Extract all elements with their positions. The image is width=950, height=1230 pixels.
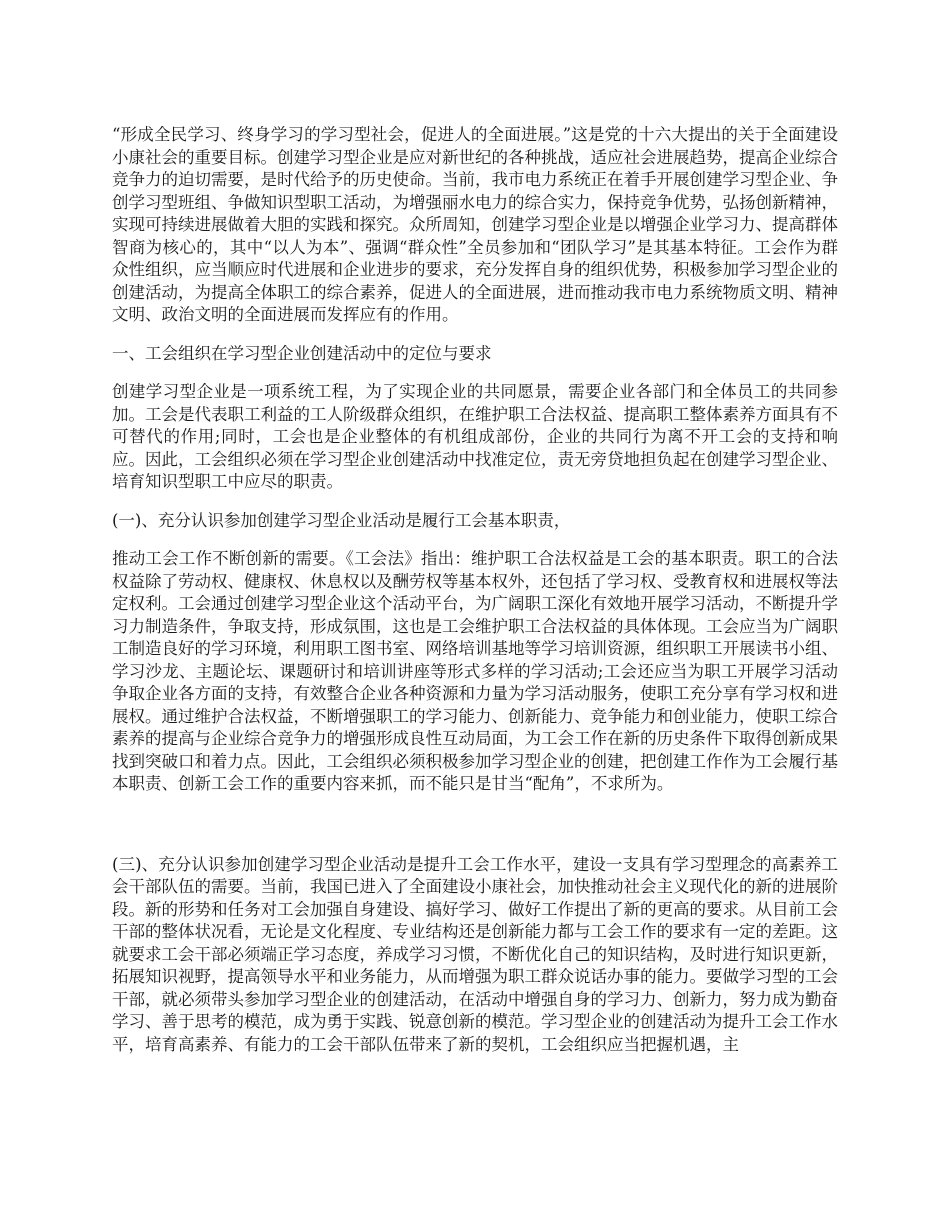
- section-1-heading: 一、工会组织在学习型企业创建活动中的定位与要求: [112, 343, 492, 363]
- subsection-1-paragraph: 推动工会工作不断创新的需要。《工会法》指出：维护职工合法权益是工会的基本职责。职工的合法权益除了劳动权、健康权、休息权以及酬劳权等基本权外，还包括了学习权、受教育权和进展权等法定权利。工会通过创建学习型企业这个活动平台，为广阔职工深化有效地开展学习活动，不断提升学习力制造条件，争取支持，形成氛围，这也是工会维护职工合法权益的具体体现。工会应当为广阔职工制造良好的学习环境，利用职工图书室、网络培训基地等学习培训资源，组织职工开展读书小组、学习沙龙、主题论坛、课题研讨和培训讲座等形式多样的学习活动;工会还应当为职工开展学习活动争取企业各方面的支持，有效整合企业各种资源和力量为学习活动服务，使职工充分享有学习权和进展权。通过维护合法权益，不断增强职工的学习能力、创新能力、竞争能力和创业能力，使职工综合素养的提高与企业综合竞争力的增强形成良性互动局面，为工会工作在新的历史条件下取得创新成果找到突破口和着力点。因此，工会组织必须积极参加学习型企业的创建，把创建工作作为工会履行基本职责、创新工会工作的重要内容来抓，而不能只是甘当“配角”，不求所为。: [112, 549, 838, 793]
- intro-paragraph: “形成全民学习、终身学习的学习型社会，促进人的全面进展。”这是党的十六大提出的关于全面建设小康社会的重要目标。创建学习型企业是应对新世纪的各种挑战，适应社会进展趋势，提高企业综合竞争力的迫切需要，是时代给予的历史使命。当前，我市电力系统正在着手开展创建学习型企业、争创学习型班组、争做知识型职工活动，为增强丽水电力的综合实力，保持竞争优势，弘扬创新精神，实现可持续进展做着大胆的实践和探究。众所周知，创建学习型企业是以增强企业学习力、提高群体智商为核心的，其中“以人为本”、强调“群众性”全员参加和“团队学习”是其基本特征。工会作为群众性组织，应当顺应时代进展和企业进步的要求，充分发挥自身的组织优势，积极参加学习型企业的创建活动，为提高全体职工的综合素养，促进人的全面进展，进而推动我市电力系统物质文明、精神文明、政治文明的全面进展而发挥应有的作用。: [112, 125, 838, 324]
- document-page: [112, 124, 838, 1072]
- section-1-paragraph: 创建学习型企业是一项系统工程，为了实现企业的共同愿景，需要企业各部门和全体员工的共同参加。工会是代表职工利益的工人阶级群众组织，在维护职工合法权益、提高职工整体素养方面具有不可替代的作用;同时，工会也是企业整体的有机组成部份，企业的共同行为离不开工会的支持和响应。因此，工会组织必须在学习型企业创建活动中找准定位，责无旁贷地担负起在创建学习型企业、培育知识型职工中应尽的职责。: [112, 382, 838, 491]
- subsection-1-heading: (一)、充分认识参加创建学习型企业活动是履行工会基本职责，: [112, 510, 571, 530]
- subsection-3-paragraph: (三)、充分认识参加创建学习型企业活动是提升工会工作水平，建设一支具有学习型理念的高素养工会干部队伍的需要。当前，我国已进入了全面建设小康社会，加快推动社会主义现代化的新的进展阶段。新的形势和任务对工会加强自身建设、搞好学习、做好工作提出了新的更高的要求。从目前工会干部的整体状况看，无论是文化程度、专业结构还是创新能力都与工会工作的要求有一定的差距。这就要求工会干部必须端正学习态度，养成学习习惯，不断优化自己的知识结构，及时进行知识更新，拓展知识视野，提高领导水平和业务能力，从而增强为职工群众说话办事的能力。要做学习型的工会干部，就必须带头参加学习型企业的创建活动，在活动中增强自身的学习力、创新力，努力成为勤奋学习、善于思考的模范，成为勇于实践、锐意创新的模范。学习型企业的创建活动为提升工会工作水平，培育高素养、有能力的工会干部队伍带来了新的契机，工会组织应当把握机遇，主: [112, 854, 838, 1054]
- blank-space: [112, 812, 838, 854]
